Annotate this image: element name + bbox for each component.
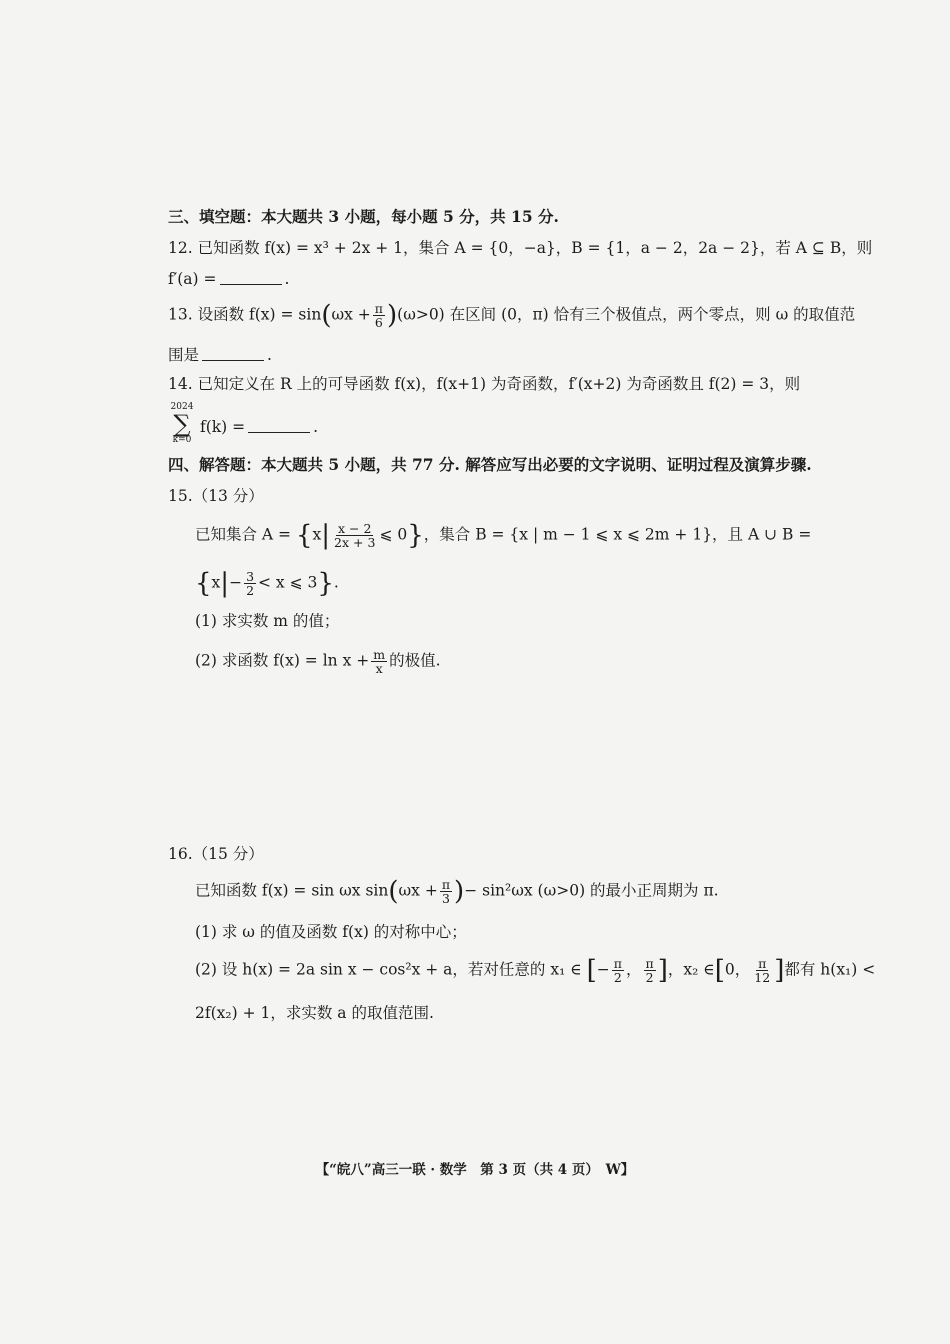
q15-set-var: x (312, 525, 322, 544)
q16-stem-arg: ωx + (398, 881, 438, 900)
q15-set2-neg: − (229, 573, 243, 592)
q16-stem-prefix: 已知函数 f(x) = sin ωx sin (195, 881, 389, 900)
q16-i1-sep: ， (626, 960, 642, 979)
q15-stem-line1: 已知集合 A = {x| $\frac{x - 2}{2x + 3}$ ⩽ 0}，集合 B = {x | m − 1 ⩽ x ⩽ 2m + 1}，且 A ∪ B = (195, 520, 812, 551)
q15-part2-suffix: 的极值. (389, 651, 441, 670)
q16-part2-line2: 2f(x₂) + 1，求实数 a 的取值范围. (195, 1004, 434, 1022)
q14-sum-symbol: 2024 ∑ k=0 (170, 402, 194, 445)
q16-part2-a: (2) 设 h(x) = 2a sin x − cos²x + a，若对任意的 x₁ ∈ (195, 960, 582, 979)
q14-line2: f(k) = . (200, 418, 319, 436)
q13-answer-label: 围是 (168, 346, 200, 364)
q14-sum-body: f(k) = (200, 418, 246, 436)
q16-part2-b: ，x₂ ∈ (667, 960, 715, 979)
q15-stem-b: ，集合 B = {x | m − 1 ⩽ x ⩽ 2m + 1}，且 A ∪ B = (423, 525, 812, 544)
q15-stem-a: 已知集合 A = (195, 525, 292, 544)
q15-set2-fraction: $\frac{3}{2}$ (246, 569, 255, 599)
q15-stem-line2: {x|− $\frac{3}{2}$ < x ⩽ 3}. (195, 568, 339, 599)
q13-arg: ωx + (331, 305, 371, 324)
q16-i1-frac2: $\frac{\pi}{2}$ (645, 956, 654, 986)
q16-i1-frac1: $\frac{\pi}{2}$ (613, 956, 623, 986)
q16-stem-fraction: $\frac{\pi}{3}$ (441, 877, 451, 907)
q16-i2-start: 0， (724, 960, 751, 979)
q16-stem: 已知函数 f(x) = sin ωx sin(ωx + $\frac{\pi}{3}$ )− sin²ωx (ω>0) 的最小正周期为 π. (195, 876, 719, 907)
q14-answer-blank (248, 431, 310, 433)
q15-set2-var: x (211, 573, 221, 592)
q13-prefix: 13. 设函数 f(x) = sin (168, 305, 322, 324)
page-footer: 【“皖八”高三一联 · 数学 第 3 页（共 4 页） W】 (315, 1162, 635, 1178)
q15-set2-tail: < x ⩽ 3 (258, 573, 318, 592)
section4-heading: 四、解答题：本大题共 5 小题，共 77 分. 解答应写出必要的文字说明、证明过程及演算步骤. (168, 455, 812, 474)
q15-part2-fraction: $\frac{m}{x}$ (373, 647, 386, 677)
q16-i1-neg: − (596, 960, 610, 979)
q13-answer-blank (202, 359, 264, 361)
q15-part1: (1) 求实数 m 的值； (195, 612, 340, 630)
q16-title: 16.（15 分） (168, 845, 264, 863)
q15-part2 (195, 648, 441, 675)
q15-part2-prefix: (2) 求函数 f(x) = ln x + (195, 651, 370, 670)
q12-answer-blank (220, 283, 282, 285)
q13-suffix: (ω>0) 在区间 (0，π) 恰有三个极值点，两个零点，则 ω 的取值范 (397, 305, 856, 324)
q16-stem-suffix: − sin²ωx (ω>0) 的最小正周期为 π. (464, 881, 719, 900)
q12-answer-label: f′(a) = (168, 270, 217, 288)
q15-set2-end: . (333, 573, 339, 592)
q13-fraction: $\frac{\pi}{6}$ (374, 301, 383, 331)
section3-heading: 三、填空题：本大题共 3 小题，每小题 5 分，共 15 分. (168, 207, 559, 226)
q12-line1: 12. 已知函数 f(x) = x³ + 2x + 1，集合 A = {0，−a}，B = {1，a − 2，2a − 2}，若 A ⊆ B，则 (168, 239, 873, 257)
q13-line2: 围是 . (168, 346, 272, 364)
q13-line1: 13. 设函数 f(x) = sin(ωx + $\frac{\pi}{6}$ )(ω>0) 在区间 (0，π) 恰有三个极值点，两个零点，则 ω 的取值范 (168, 300, 856, 331)
q14-line1: 14. 已知定义在 R 上的可导函数 f(x)，f(x+1) 为奇函数，f′(x+2) 为奇函数且 f(2) = 3，则 (168, 375, 801, 393)
q15-cond-tail: ⩽ 0 (379, 525, 408, 544)
q15-fraction: $\frac{x - 2}{2x + 3}$ (334, 521, 376, 551)
q12-line2: f′(a) = . (168, 270, 290, 288)
q16-part1: (1) 求 ω 的值及函数 f(x) 的对称中心； (195, 923, 467, 941)
q16-part2-line1: (2) 设 h(x) = 2a sin x − cos²x + a，若对任意的 x₁ ∈ [− $\frac{\pi}{2}$ ， $\frac{\pi}{2}$ ]，x₂ ∈[0， $\frac{\pi}{12}$ ]都有 h(x₁) < (195, 955, 876, 986)
q16-i2-frac: $\frac{\pi}{12}$ (754, 956, 771, 986)
q15-title: 15.（13 分） (168, 487, 264, 505)
q16-part2-c: 都有 h(x₁) < (784, 960, 876, 979)
q14-sum-lower: k=0 (172, 435, 192, 445)
q14-sum-upper: 2024 (170, 402, 194, 412)
